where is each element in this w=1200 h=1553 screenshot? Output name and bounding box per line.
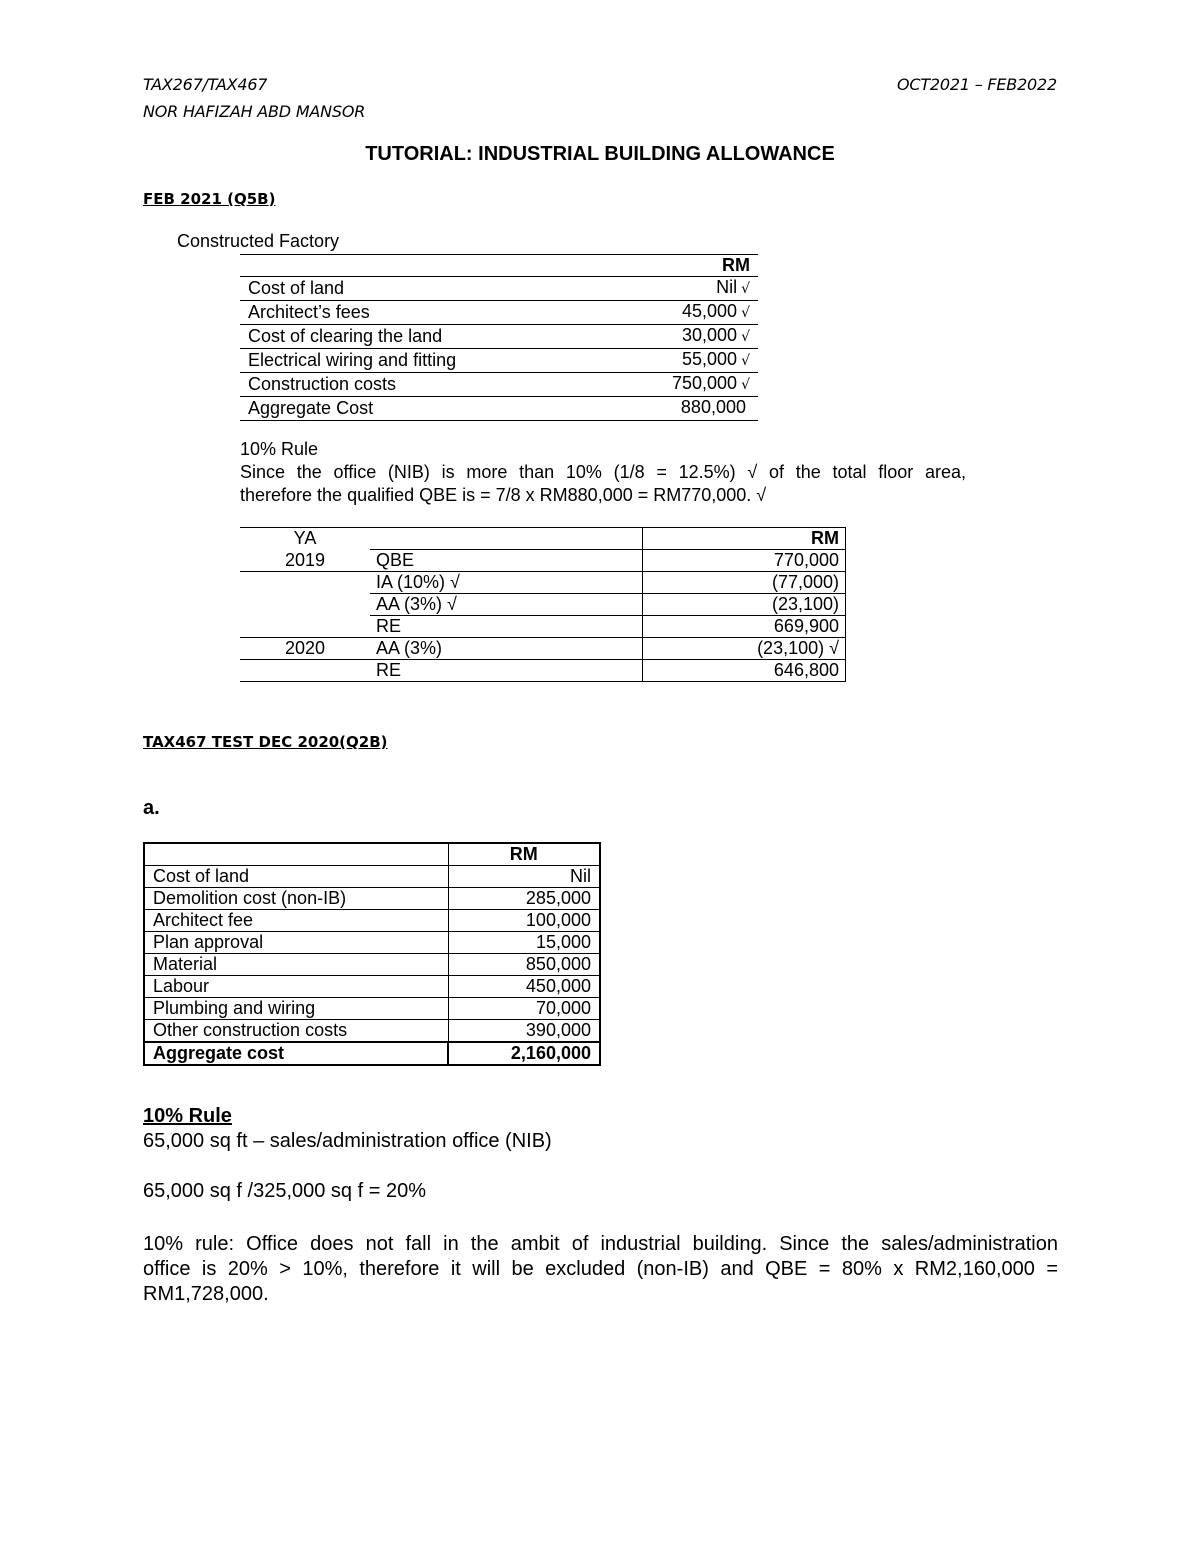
- section2-heading: TAX467 TEST DEC 2020(Q2B): [143, 733, 388, 751]
- row-value: Nil: [448, 866, 600, 888]
- row-value: 669,900: [643, 616, 846, 638]
- row-label: Other construction costs: [144, 1020, 448, 1043]
- table-row: [240, 373, 758, 397]
- row-value: (23,100): [643, 594, 846, 616]
- row-label: Aggregate Cost: [240, 397, 605, 421]
- tick-mark: √: [741, 281, 750, 297]
- row-value: (77,000): [643, 572, 846, 594]
- tick-mark: √: [741, 305, 750, 321]
- row-value: 100,000: [448, 910, 600, 932]
- table-header-row: [144, 843, 600, 866]
- row-ya: [240, 594, 370, 616]
- office-area-line: 65,000 sq ft – sales/administration office (NIB): [143, 1130, 552, 1152]
- row-label: Construction costs: [240, 373, 605, 397]
- table-row: [240, 349, 758, 373]
- row-ya: 2019: [240, 550, 370, 572]
- rule-text-line2: therefore the qualified QBE is = 7/8 x RM880,000 = RM770,000. √: [240, 485, 767, 505]
- table-row: [240, 277, 758, 301]
- lecturer-name: NOR HAFIZAH ABD MANSOR: [143, 102, 366, 121]
- row-value: 390,000: [448, 1020, 600, 1043]
- table-row: [144, 954, 600, 976]
- table-row: [144, 866, 600, 888]
- rule-title: 10% Rule: [240, 439, 319, 459]
- row-label: Material: [144, 954, 448, 976]
- row-value: 55,000: [682, 349, 738, 369]
- row-value: 70,000: [448, 998, 600, 1020]
- row-item: AA (3%) √: [370, 594, 643, 616]
- row-value: 770,000: [643, 550, 846, 572]
- row-value: 285,000: [448, 888, 600, 910]
- row-label: Architect’s fees: [240, 301, 605, 325]
- row-item: IA (10%) √: [370, 572, 643, 594]
- row-value: 15,000: [448, 932, 600, 954]
- table-row: [240, 660, 846, 682]
- semester: OCT2021 – FEB2022: [896, 75, 1057, 94]
- table-row: [144, 976, 600, 998]
- section1-heading: FEB 2021 (Q5B): [143, 190, 276, 208]
- row-label: Electrical wiring and fitting: [240, 349, 605, 373]
- factory-cost-table: [240, 254, 758, 421]
- total-value: 2,160,000: [448, 1042, 600, 1065]
- conclusion-line3: RM1,728,000.: [143, 1283, 269, 1305]
- total-label: Aggregate cost: [144, 1042, 448, 1065]
- allowance-schedule-table: [240, 527, 846, 682]
- table-header-row: [240, 255, 758, 277]
- table-row: [144, 910, 600, 932]
- row-label: Cost of clearing the land: [240, 325, 605, 349]
- rule-title-2: 10% Rule: [143, 1105, 232, 1127]
- tick-mark: √: [741, 329, 750, 345]
- row-item: RE: [370, 616, 643, 638]
- column-header-rm: RM: [643, 528, 846, 550]
- column-header-rm: RM: [605, 255, 758, 277]
- row-label: Cost of land: [240, 277, 605, 301]
- table-row: [240, 594, 846, 616]
- row-value: (23,100) √: [643, 638, 846, 660]
- row-item: RE: [370, 660, 643, 682]
- table-row: [144, 1020, 600, 1043]
- ratio-line: 65,000 sq f /325,000 sq f = 20%: [143, 1180, 426, 1202]
- tick-mark: √: [741, 353, 750, 369]
- row-label: Plan approval: [144, 932, 448, 954]
- conclusion-line2: office is 20% > 10%, therefore it will be excluded (non-IB) and QBE = 80% x RM2,160,000 =: [143, 1258, 1058, 1280]
- part-label: a.: [143, 797, 160, 819]
- page-title: TUTORIAL: INDUSTRIAL BUILDING ALLOWANCE: [365, 143, 835, 165]
- row-ya: 2020: [240, 638, 370, 660]
- column-header-rm: RM: [448, 843, 600, 866]
- row-item: QBE: [370, 550, 643, 572]
- section1-subheading: Constructed Factory: [177, 231, 340, 251]
- table-row-total: [144, 1042, 600, 1065]
- table-row: [240, 616, 846, 638]
- row-label: Plumbing and wiring: [144, 998, 448, 1020]
- table-row: [240, 572, 846, 594]
- row-ya: [240, 572, 370, 594]
- row-item: AA (3%): [370, 638, 643, 660]
- table-row-total: [240, 397, 758, 421]
- row-ya: [240, 660, 370, 682]
- conclusion-paragraph: [143, 1232, 1058, 1307]
- table-row: [144, 998, 600, 1020]
- row-value: 850,000: [448, 954, 600, 976]
- row-value: 450,000: [448, 976, 600, 998]
- course-code: TAX267/TAX467: [143, 75, 268, 94]
- row-value: 880,000: [680, 397, 746, 417]
- row-label: Cost of land: [144, 866, 448, 888]
- tick-mark: √: [741, 377, 750, 393]
- rule-text-line1: Since the office (NIB) is more than 10% (1/8 = 12.5%) √ of the total floor area,: [240, 462, 966, 482]
- row-value: 750,000: [672, 373, 738, 393]
- row-ya: [240, 616, 370, 638]
- table-row: [240, 638, 846, 660]
- row-value: 30,000: [682, 325, 738, 345]
- table-header-row: [240, 528, 846, 550]
- row-value: 646,800: [643, 660, 846, 682]
- row-label: Demolition cost (non-IB): [144, 888, 448, 910]
- row-value: Nil: [716, 277, 738, 297]
- column-header-ya: YA: [240, 528, 370, 550]
- row-label: Labour: [144, 976, 448, 998]
- row-value: 45,000: [682, 301, 738, 321]
- table-row: [240, 325, 758, 349]
- conclusion-line1: 10% rule: Office does not fall in the ambit of industrial building. Since the sales/administration: [143, 1233, 1058, 1255]
- table-row: [144, 888, 600, 910]
- table-row: [240, 301, 758, 325]
- table-row: [144, 932, 600, 954]
- row-label: Architect fee: [144, 910, 448, 932]
- table-row: [240, 550, 846, 572]
- aggregate-cost-table: [143, 842, 601, 1066]
